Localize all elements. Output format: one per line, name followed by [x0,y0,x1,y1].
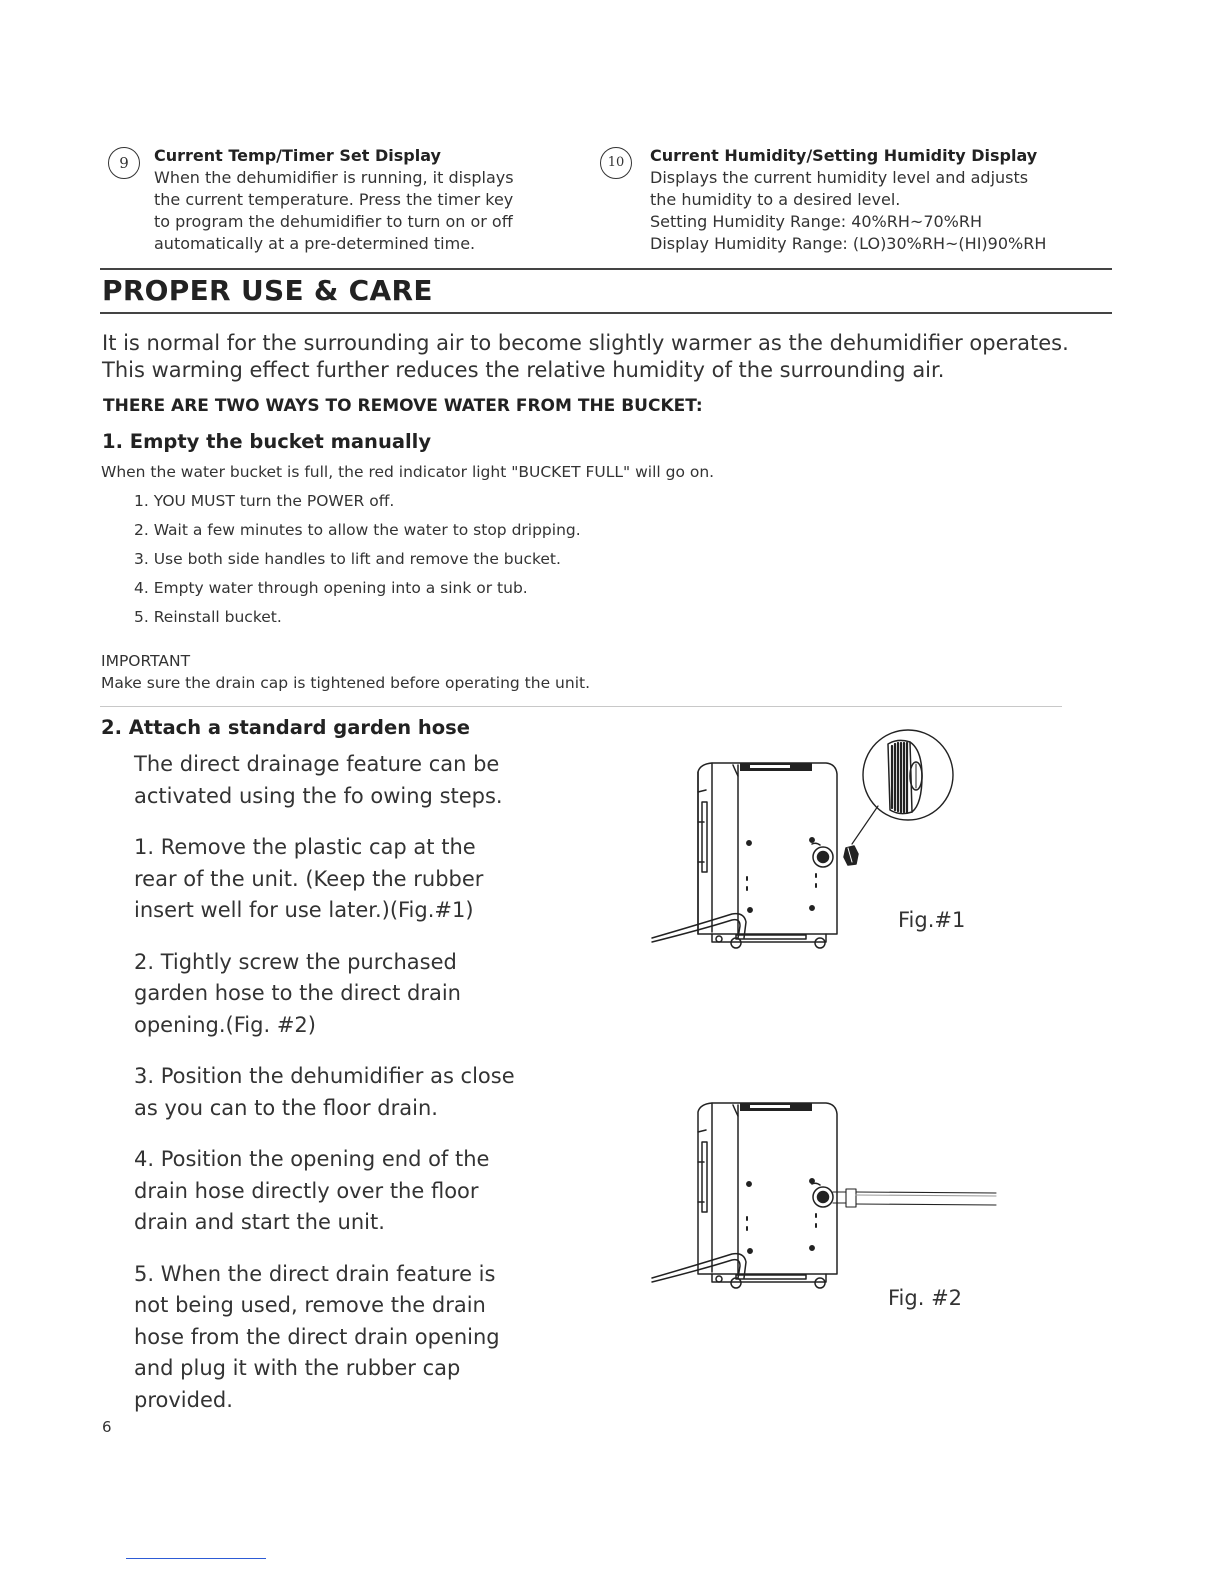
figure-1-label: Fig.#1 [898,908,966,932]
hose-step-4 [134,1144,515,1239]
manual-step-1: 1. YOU MUST turn the POWER off. [134,492,395,510]
hose-line: 2. Tightly screw the purchased [134,949,457,974]
description-line: automatically at a pre-determined time. [154,234,476,253]
manual-step-4: 4. Empty water through opening into a sink or tub. [134,579,528,597]
description-line: the current temperature. Press the timer key [154,190,514,209]
hose-line: garden hose to the direct drain [134,981,461,1005]
hose-step-3 [134,1061,515,1124]
hose-line: drain and start the unit. [134,1210,385,1234]
figure-2-drawing [640,1092,1010,1302]
manual-step-2: 2. Wait a few minutes to allow the water to stop dripping. [134,521,581,539]
dehumidifier-rear-view [652,1103,837,1288]
hose-line: provided. [134,1387,233,1412]
important-text: Make sure the drain cap is tightened before operating the unit. [101,674,590,692]
hose-line: activated using the fo owing steps. [134,783,503,808]
hose-line: 4. Position the opening end of the [134,1147,490,1171]
display-9-title: Current Temp/Timer Set Display [154,146,441,165]
intro-line: It is normal for the surrounding air to become slightly warmer as the dehumidifier operates. [102,331,1069,355]
hose-line: opening.(Fig. #2) [134,1012,316,1037]
hose-line: hose from the direct drain opening [134,1324,500,1349]
intro-line: This warming effect further reduces the relative humidity of the surrounding air. [102,358,945,382]
manual-step-3: 3. Use both side handles to lift and remove the bucket. [134,550,561,568]
description-line: Displays the current humidity level and adjusts [650,168,1029,187]
section-title: PROPER USE & CARE [102,274,433,307]
hose-heading: 2. Attach a standard garden hose [101,716,470,739]
description-line: the humidity to a desired level. [650,190,901,209]
hose-line: The direct drainage feature can be [134,752,500,776]
dehumidifier-rear-view [652,763,837,948]
hose-line: not being used, remove the drain [134,1293,486,1317]
description-line: to program the dehumidifier to turn on or off [154,212,513,231]
number-badge-9: 9 [108,147,140,179]
hose-step-2 [134,947,515,1042]
description-line: Setting Humidity Range: 40%RH~70%RH [650,212,983,231]
intro-paragraph [102,330,1069,384]
display-9-description [154,167,514,255]
drain-cap [844,846,858,865]
footer-line [126,1558,266,1559]
important-label: IMPORTANT [101,652,191,670]
section-top-rule [100,268,1112,270]
manual-step-5: 5. Reinstall bucket. [134,608,282,626]
hose-line: as you can to the floor drain. [134,1095,438,1120]
garden-hose [833,1189,996,1207]
hose-instructions [134,749,515,1436]
hose-line: 1. Remove the plastic cap at the [134,835,476,859]
figure-2-label: Fig. #2 [888,1286,963,1310]
hose-step-5 [134,1259,515,1417]
section-bottom-rule [100,312,1112,314]
divider-line [100,706,1062,707]
hose-line: 3. Position the dehumidifier as close [134,1064,515,1088]
hose-line: insert well for use later.)(Fig.#1) [134,898,474,922]
hose-line: drain hose directly over the floor [134,1178,479,1203]
number-badge-10: 10 [600,147,632,179]
page-number: 6 [102,1418,112,1436]
hose-intro [134,749,515,812]
display-10-title: Current Humidity/Setting Humidity Display [650,146,1038,165]
ways-heading: THERE ARE TWO WAYS TO REMOVE WATER FROM THE BUCKET: [103,396,703,416]
hose-line: and plug it with the rubber cap [134,1356,461,1380]
hose-line: rear of the unit. (Keep the rubber [134,866,484,891]
display-10-description [650,167,1046,255]
description-line: When the dehumidifier is running, it displays [154,168,514,187]
hose-step-1 [134,832,515,927]
drain-cap-magnified [863,730,953,820]
hose-line: 5. When the direct drain feature is [134,1261,496,1286]
bucket-full-note: When the water bucket is full, the red indicator light "BUCKET FULL" will go on. [101,463,715,481]
description-line: Display Humidity Range: (LO)30%RH~(HI)90%RH [650,234,1047,253]
manual-heading: 1. Empty the bucket manually [102,430,432,453]
